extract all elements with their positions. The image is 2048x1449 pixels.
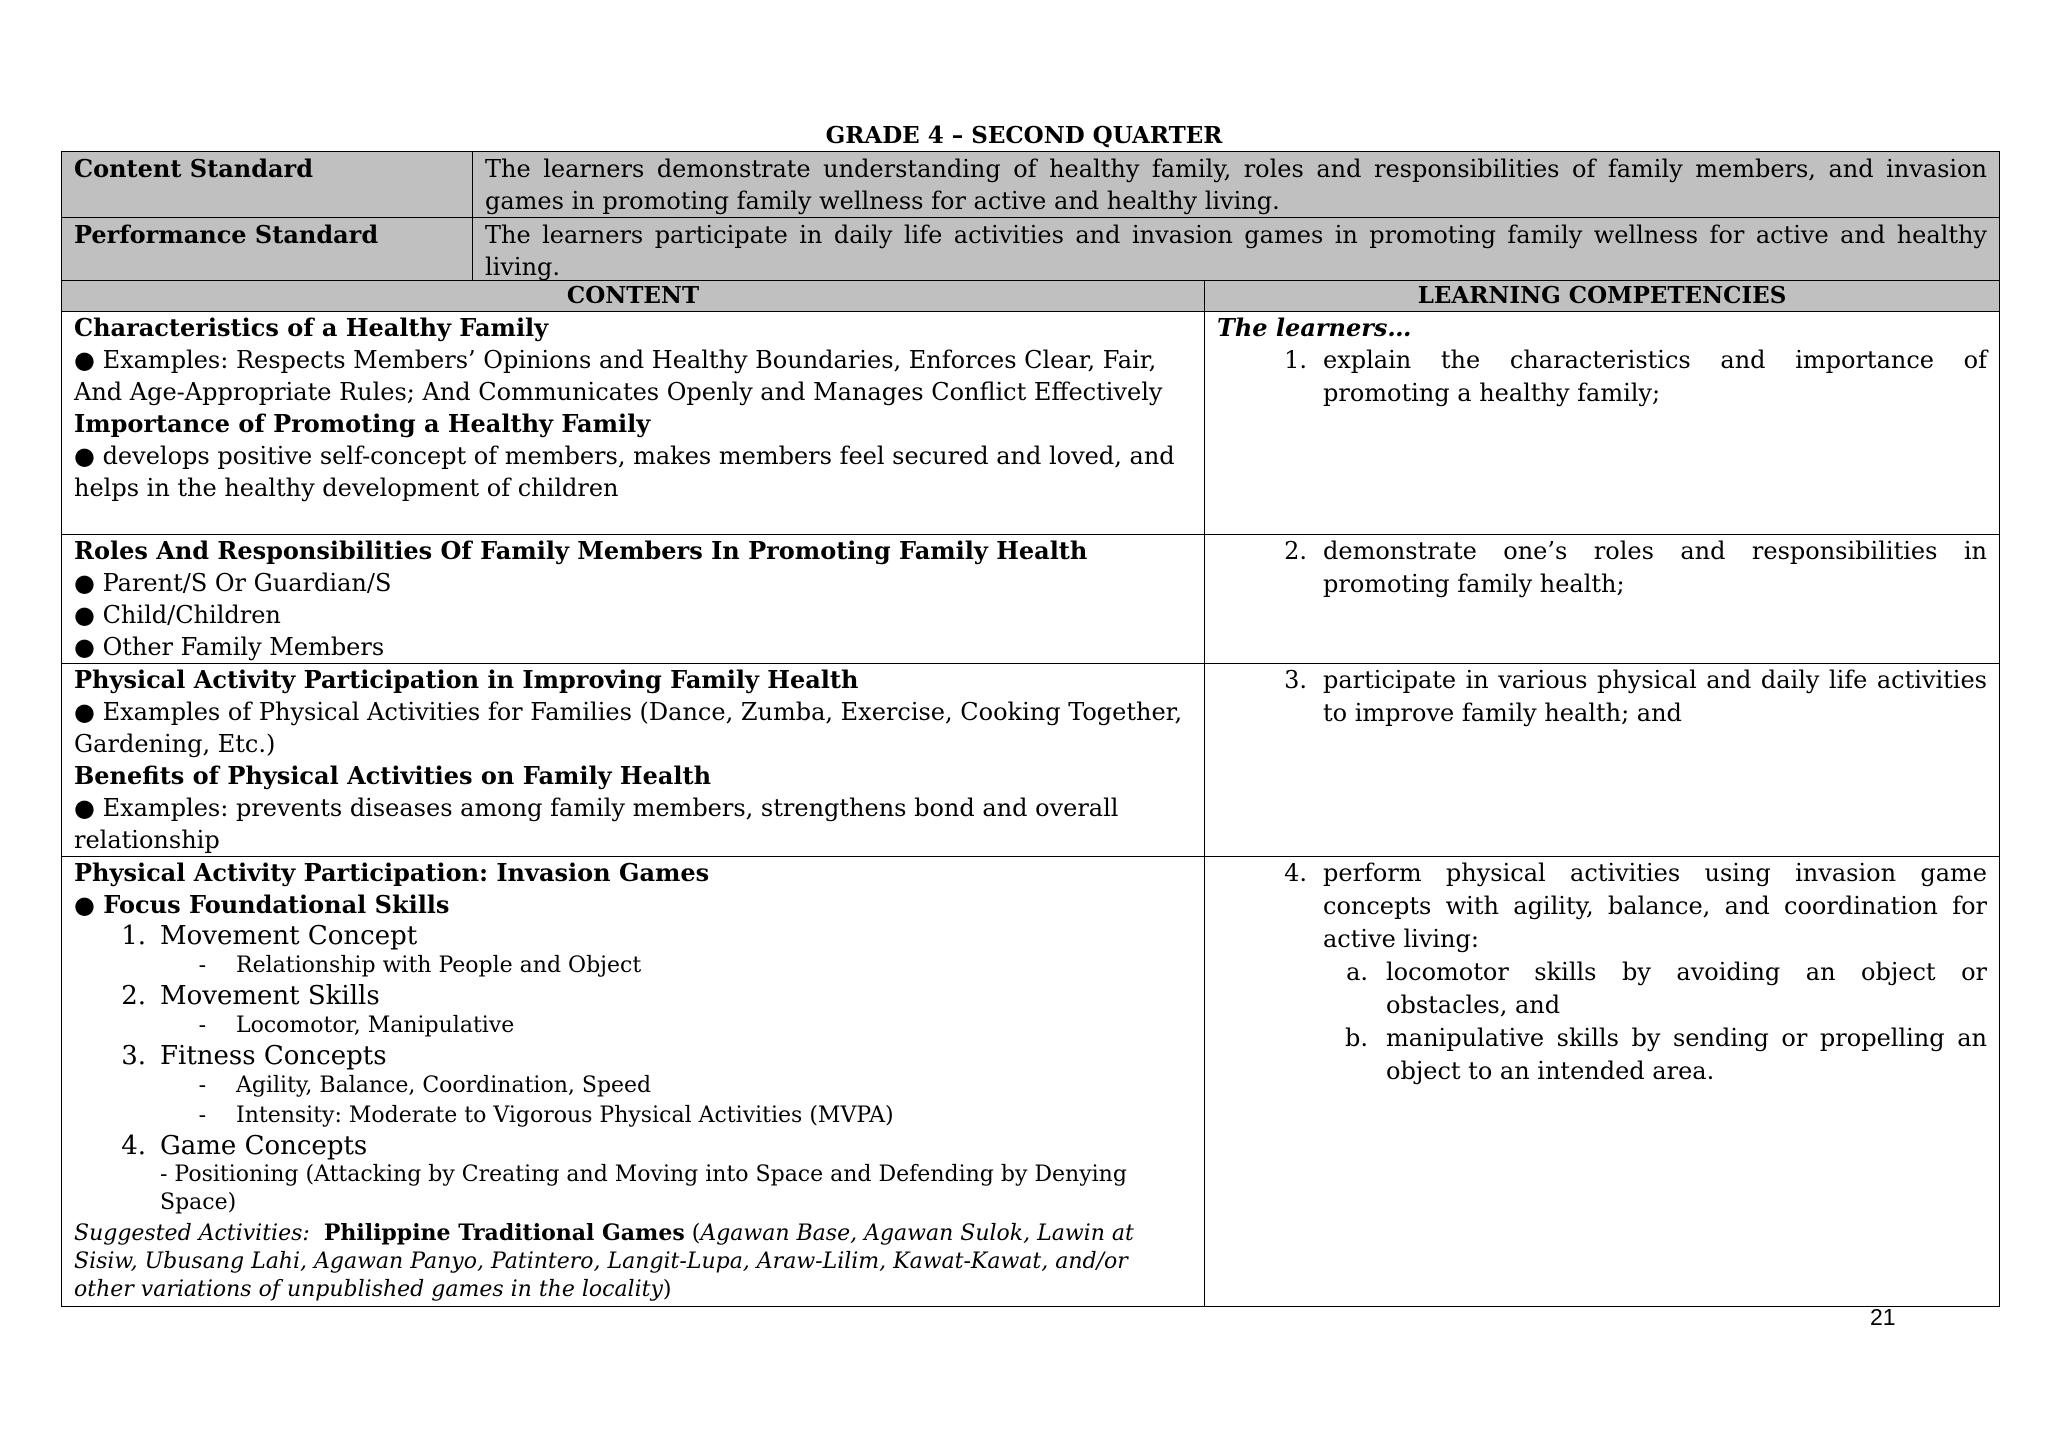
skill-label: Movement Concept <box>160 921 418 951</box>
sub-letter: a. <box>1346 958 1368 986</box>
page-title: GRADE 4 – SECOND QUARTER <box>825 122 1223 149</box>
suggested-activities <box>74 1219 1192 1304</box>
competency-sub-item <box>1323 956 1987 1022</box>
positioning-text: - Positioning (Attacking by Creating and Moving into Space and Defending by Denying Space) <box>160 1162 1127 1215</box>
competency-number: 3. <box>1284 666 1307 694</box>
competency-cell <box>1205 857 2000 1307</box>
skill-sub-item <box>74 1101 1192 1131</box>
skill-item <box>74 981 1192 1011</box>
standards-table <box>61 151 2000 284</box>
skill-sub-text: Agility, Balance, Coordination, Speed <box>236 1073 652 1098</box>
suggested-games-list: Agawan Base, Agawan Sulok, Lawin at Sisiw, Ubusang Lahi, Agawan Panyo, Patintero, Langit-Lupa, Araw-Lilim, Kawat-Kawat, and/or other variations of unpublished games in the locality <box>74 1221 1134 1302</box>
skill-sub-text: Relationship with People and Object <box>236 953 642 978</box>
content-cell <box>62 664 1205 857</box>
paren-open: ( <box>691 1221 701 1246</box>
skill-item <box>74 1131 1192 1161</box>
skill-sub-text: Locomotor, Manipulative <box>236 1013 515 1038</box>
competencies-header: LEARNING COMPETENCIES <box>1205 281 2000 312</box>
content-heading: Importance of Promoting a Healthy Family <box>74 409 651 438</box>
competency-text: explain the characteristics and importance of promoting a healthy family; <box>1323 346 1987 407</box>
skill-number: 3. <box>121 1041 146 1071</box>
skill-label: Fitness Concepts <box>160 1041 387 1071</box>
suggested-games-title: Philippine Traditional Games <box>323 1220 685 1246</box>
table-row <box>62 312 2000 535</box>
skill-number: 2. <box>121 981 146 1011</box>
performance-standard-text: The learners participate in daily life activities and invasion games in promoting family wellness for active and healthy living. <box>473 218 2000 284</box>
table-row <box>62 857 2000 1307</box>
suggested-label: Suggested Activities: <box>74 1221 310 1246</box>
skill-item <box>74 921 1192 951</box>
performance-standard-label: Performance Standard <box>62 218 473 284</box>
skill-sub-item <box>74 951 1192 981</box>
content-cell <box>62 312 1205 535</box>
competency-main-text: perform physical activities using invasion game concepts with agility, balance, and coordination for active living: <box>1323 859 1987 953</box>
sub-letter: b. <box>1345 1024 1368 1052</box>
performance-standard-row <box>62 218 2000 284</box>
competency-text <box>1323 857 1987 1088</box>
table-header-row <box>62 281 2000 312</box>
paren-close: ) <box>662 1277 672 1302</box>
skill-label: Game Concepts <box>160 1131 368 1161</box>
skill-number: 1. <box>121 921 146 951</box>
competency-item <box>1217 857 1987 1088</box>
competency-item <box>1217 344 1987 410</box>
competency-text: participate in various physical and daily life activities to improve family health; and <box>1323 666 1987 727</box>
sub-text: locomotor skills by avoiding an object or obstacles, and <box>1386 958 1987 1019</box>
competency-number: 2. <box>1284 537 1307 565</box>
content-standard-text: The learners demonstrate understanding of healthy family, roles and responsibilities of family members, and invasion games in promoting family wellness for active and healthy living. <box>473 152 2000 218</box>
page-number: 21 <box>1870 1304 1896 1330</box>
competency-number: 1. <box>1284 346 1307 374</box>
content-header: CONTENT <box>62 281 1205 312</box>
competency-number: 4. <box>1284 859 1307 887</box>
competency-sub-item <box>1323 1022 1987 1088</box>
table-row <box>62 664 2000 857</box>
content-heading: Physical Activity Participation: Invasion Games <box>74 858 710 887</box>
learners-intro: The learners… <box>1217 313 1412 342</box>
skill-sub-text: Intensity: Moderate to Vigorous Physical Activities (MVPA) <box>236 1103 894 1128</box>
competency-item <box>1217 535 1987 601</box>
competency-text: demonstrate one’s roles and responsibilities in promoting family health; <box>1323 537 1987 598</box>
content-bullet: ● Child/Children <box>74 601 281 629</box>
content-bullet: ● Examples of Physical Activities for Families (Dance, Zumba, Exercise, Cooking Together, Gardening, Etc.) <box>74 698 1183 758</box>
content-heading: Characteristics of a Healthy Family <box>74 313 549 342</box>
skill-number: 4. <box>121 1131 146 1161</box>
skill-item <box>74 1041 1192 1071</box>
content-bullet: ● Examples: Respects Members’ Opinions and Healthy Boundaries, Enforces Clear, Fair, And Age-Appropriate Rules; And Communicates Openly and Manages Conflict Effectively <box>74 346 1163 406</box>
content-bullet: ● Parent/S Or Guardian/S <box>74 569 392 597</box>
competencies-table <box>61 280 2000 1307</box>
competency-item <box>1217 664 1987 730</box>
content-heading: Benefits of Physical Activities on Family Health <box>74 761 712 790</box>
sub-text: manipulative skills by sending or propelling an object to an intended area. <box>1386 1024 1987 1085</box>
content-bullet: ● Examples: prevents diseases among family members, strengthens bond and overall relationship <box>74 794 1119 854</box>
competency-cell <box>1205 664 2000 857</box>
dash-marker: - <box>198 953 206 978</box>
content-bullet: ● develops positive self-concept of members, makes members feel secured and loved, and helps in the healthy development of children <box>74 442 1175 502</box>
content-cell <box>62 857 1205 1307</box>
dash-marker: - <box>198 1013 206 1038</box>
content-bullet: ● Other Family Members <box>74 633 385 661</box>
content-heading: Physical Activity Participation in Improving Family Health <box>74 665 859 694</box>
dash-marker: - <box>198 1073 206 1098</box>
dash-marker: - <box>198 1103 206 1128</box>
content-heading: Roles And Responsibilities Of Family Members In Promoting Family Health <box>74 536 1088 565</box>
skill-label: Movement Skills <box>160 981 380 1011</box>
content-standard-row <box>62 152 2000 218</box>
content-heading: ● Focus Foundational Skills <box>74 890 450 919</box>
content-cell <box>62 535 1205 664</box>
content-standard-label: Content Standard <box>62 152 473 218</box>
competency-cell <box>1205 535 2000 664</box>
skill-sub-item <box>74 1071 1192 1101</box>
table-row <box>62 535 2000 664</box>
competency-cell <box>1205 312 2000 535</box>
skill-sub-item <box>74 1011 1192 1041</box>
